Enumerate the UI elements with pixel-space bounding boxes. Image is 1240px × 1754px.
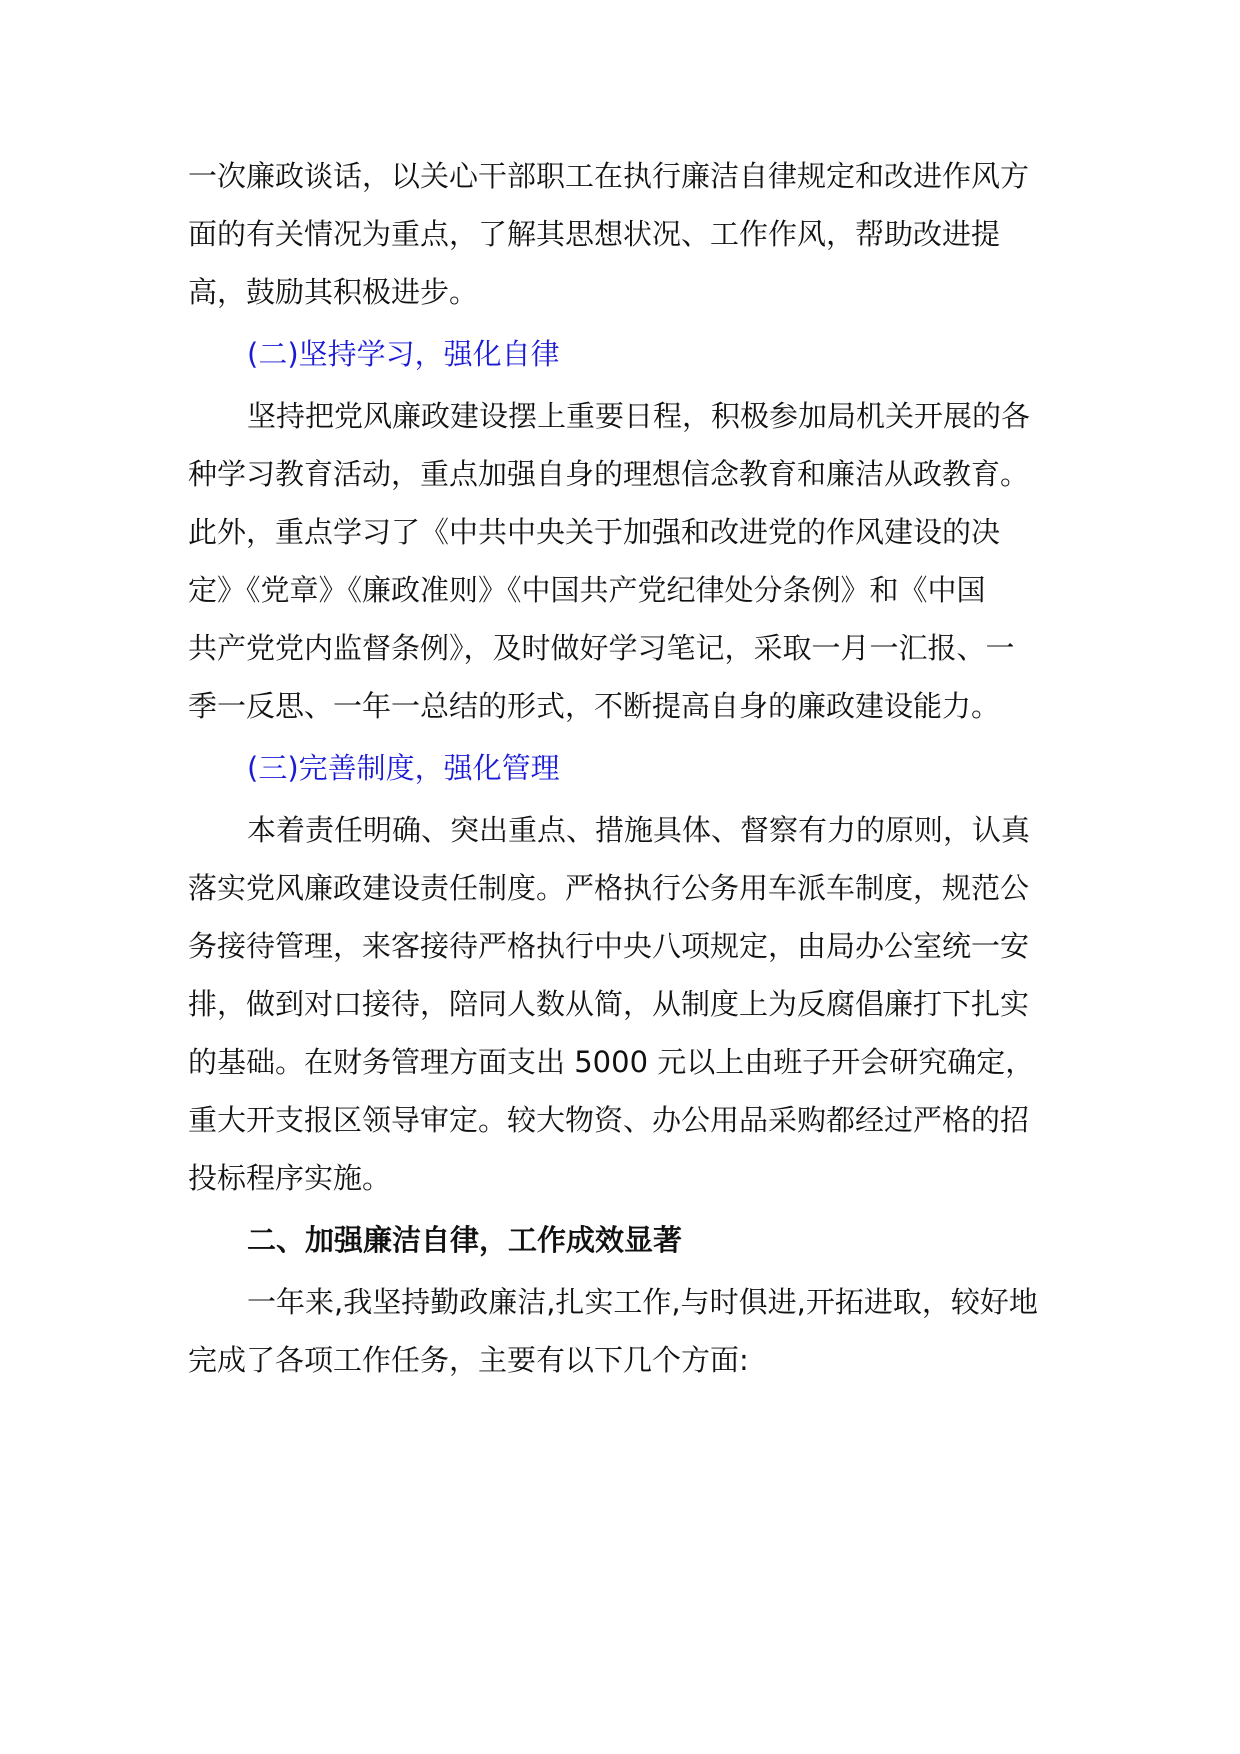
paragraph-line: 投标程序实施。	[188, 1161, 392, 1195]
paragraph-line: 完成了各项工作任务，主要有以下几个方面:	[188, 1343, 749, 1377]
paragraph-line: 排，做到对口接待，陪同人数从简，从制度上为反腐倡廉打下扎实	[188, 987, 1030, 1021]
paragraph-line: 一次廉政谈话，以关心干部职工在执行廉洁自律规定和改进作风方	[188, 159, 1030, 193]
paragraph-line: 坚持把党风廉政建设摆上重要日程，积极参加局机关开展的各	[247, 399, 1031, 433]
paragraph-line: 此外，重点学习了《中共中央关于加强和改进党的作风建设的决	[188, 515, 1001, 549]
paragraph-line: 重大开支报区领导审定。较大物资、办公用品采购都经过严格的招	[188, 1103, 1030, 1137]
paragraph-line: 本着责任明确、突出重点、措施具体、督察有力的原则，认真	[247, 813, 1031, 847]
paragraph-line: 高，鼓励其积极进步。	[188, 275, 479, 309]
paragraph-line: 面的有关情况为重点，了解其思想状况、工作作风，帮助改进提	[188, 217, 1001, 251]
paragraph-line: 的基础。在财务管理方面支出 5000 元以上由班子开会研究确定，	[188, 1045, 1035, 1079]
section-heading: 二、加强廉洁自律，工作成效显著	[247, 1223, 683, 1257]
section-subheading: (二)坚持学习，强化自律	[247, 337, 560, 371]
paragraph-line: 一年来,我坚持勤政廉洁,扎实工作,与时俱进,开拓进取，较好地	[247, 1285, 1038, 1319]
section-subheading: (三)完善制度，强化管理	[247, 751, 560, 785]
paragraph-line: 落实党风廉政建设责任制度。严格执行公务用车派车制度，规范公	[188, 871, 1030, 905]
paragraph-line: 季一反思、一年一总结的形式，不断提高自身的廉政建设能力。	[188, 689, 1001, 723]
paragraph-line: 种学习教育活动，重点加强自身的理想信念教育和廉洁从政教育。	[188, 457, 1030, 491]
paragraph-line: 共产党党内监督条例》，及时做好学习笔记，采取一月一汇报、一	[188, 631, 1015, 665]
paragraph-line: 务接待管理，来客接待严格执行中央八项规定，由局办公室统一安	[188, 929, 1030, 963]
paragraph-line: 定》《党章》《廉政准则》《中国共产党纪律处分条例》和《中国	[188, 573, 986, 607]
